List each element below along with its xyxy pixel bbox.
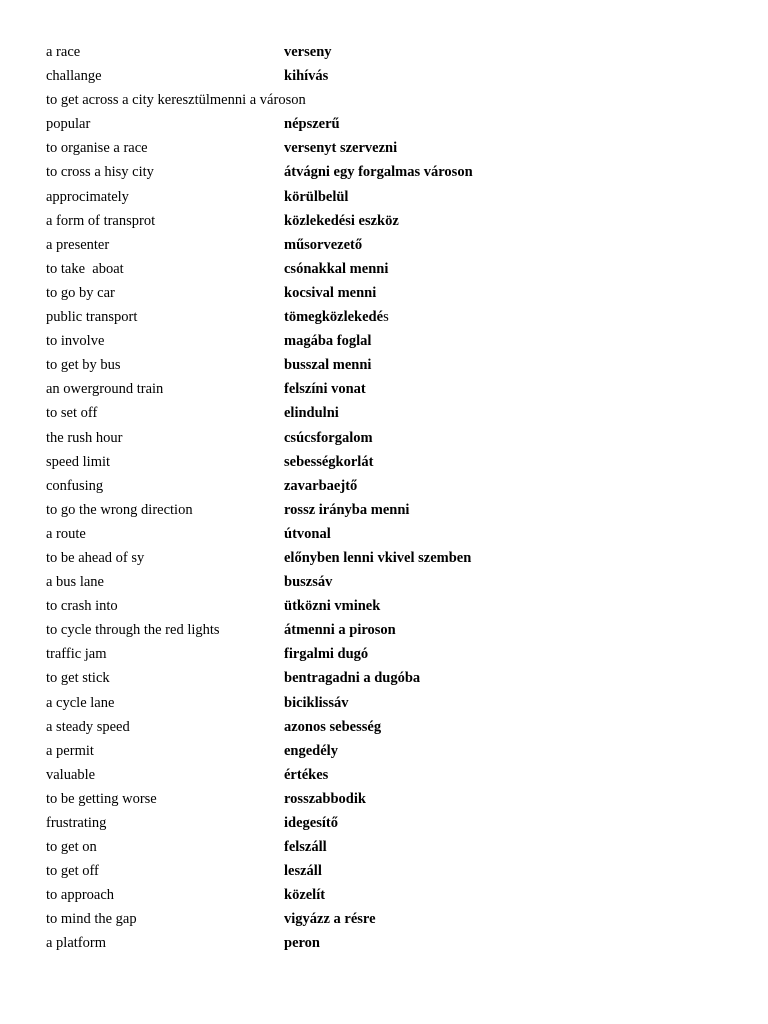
english-term: to cross a hisy city bbox=[46, 164, 154, 181]
hungarian-translation: útvonal bbox=[284, 525, 331, 542]
hungarian-translation: műsorvezető bbox=[284, 236, 363, 253]
hungarian-translation: idegesítő bbox=[284, 815, 338, 831]
vocab-row bbox=[46, 715, 726, 739]
hungarian-translation: magába foglal bbox=[284, 333, 372, 350]
vocab-row bbox=[46, 931, 726, 955]
english-term: to be ahead of sy bbox=[46, 549, 145, 566]
vocabulary-list bbox=[46, 40, 726, 956]
hungarian-translation: rosszabbodik bbox=[284, 790, 366, 807]
hungarian-translation: versenyt szervezni bbox=[284, 140, 398, 157]
english-term: to get stick bbox=[46, 670, 110, 687]
vocab-row bbox=[46, 859, 726, 883]
english-term: a form of transprot bbox=[46, 212, 156, 229]
hungarian-translation: átvágni egy forgalmas városon bbox=[284, 164, 473, 181]
hungarian-translation: kihívás bbox=[284, 68, 329, 85]
hungarian-translation: elindulni bbox=[284, 405, 339, 422]
hungarian-translation: átmenni a piroson bbox=[284, 622, 396, 639]
vocab-row bbox=[46, 763, 726, 787]
english-term: frustrating bbox=[46, 815, 107, 831]
hungarian-translation-tail: s bbox=[383, 309, 389, 326]
hungarian-translation: keresztülmenni a városon bbox=[157, 92, 306, 109]
hungarian-translation: peron bbox=[284, 935, 320, 952]
english-term: a steady speed bbox=[46, 718, 130, 735]
english-term: popular bbox=[46, 116, 91, 133]
vocab-row bbox=[46, 691, 726, 715]
vocab-row bbox=[46, 787, 726, 811]
english-term: to involve bbox=[46, 333, 105, 350]
english-term: a cycle lane bbox=[46, 694, 115, 711]
english-term: to crash into bbox=[46, 598, 118, 615]
english-term: confusing bbox=[46, 477, 104, 494]
vocab-row bbox=[46, 522, 726, 546]
english-term: to go by car bbox=[46, 284, 115, 301]
vocab-row bbox=[46, 426, 726, 450]
vocab-row bbox=[46, 666, 726, 690]
english-term: public transport bbox=[46, 309, 138, 326]
english-term: to cycle through the red lights bbox=[46, 622, 220, 639]
vocab-row bbox=[46, 594, 726, 618]
english-term: a bus lane bbox=[46, 574, 104, 591]
english-term: to get off bbox=[46, 863, 99, 880]
vocab-row bbox=[46, 40, 726, 64]
english-term: valuable bbox=[46, 766, 96, 783]
vocab-row bbox=[46, 450, 726, 474]
english-term: challange bbox=[46, 68, 102, 85]
english-term: a route bbox=[46, 525, 86, 542]
english-term: an owerground train bbox=[46, 381, 164, 398]
vocab-row bbox=[46, 185, 726, 209]
hungarian-translation: azonos sebesség bbox=[284, 718, 382, 735]
english-term: speed limit bbox=[46, 453, 111, 470]
vocab-row bbox=[46, 88, 726, 112]
hungarian-translation: zavarbaejtő bbox=[284, 477, 358, 494]
english-term: a race bbox=[46, 44, 81, 60]
vocab-row bbox=[46, 907, 726, 931]
english-term: to get across a city bbox=[46, 92, 154, 109]
hungarian-translation: biciklissáv bbox=[284, 694, 349, 711]
hungarian-translation: felszáll bbox=[284, 839, 327, 856]
hungarian-translation: sebességkorlát bbox=[284, 453, 374, 470]
vocab-row bbox=[46, 498, 726, 522]
english-term: traffic jam bbox=[46, 646, 107, 663]
hungarian-translation: firgalmi dugó bbox=[284, 646, 369, 663]
hungarian-translation: engedély bbox=[284, 742, 338, 759]
hungarian-translation: ütközni vminek bbox=[284, 598, 381, 615]
vocab-row bbox=[46, 377, 726, 401]
vocab-row bbox=[46, 64, 726, 88]
hungarian-translation: előnyben lenni vkivel szemben bbox=[284, 549, 472, 566]
english-term: to get by bus bbox=[46, 357, 121, 374]
hungarian-translation: népszerű bbox=[284, 116, 340, 133]
english-term: to set off bbox=[46, 405, 98, 422]
vocab-row bbox=[46, 305, 726, 329]
english-term: a permit bbox=[46, 742, 94, 759]
vocab-row bbox=[46, 546, 726, 570]
hungarian-translation: körülbelül bbox=[284, 188, 349, 205]
vocab-row bbox=[46, 160, 726, 184]
vocab-row bbox=[46, 474, 726, 498]
vocab-row bbox=[46, 811, 726, 835]
english-term: a presenter bbox=[46, 236, 110, 253]
vocab-row bbox=[46, 209, 726, 233]
vocab-row bbox=[46, 739, 726, 763]
vocab-row bbox=[46, 835, 726, 859]
english-term: to get on bbox=[46, 839, 97, 856]
hungarian-translation-bold: tömegközlekedé bbox=[284, 309, 384, 326]
vocab-row bbox=[46, 353, 726, 377]
vocab-row bbox=[46, 401, 726, 425]
english-term: a platform bbox=[46, 935, 106, 952]
english-term: to mind the gap bbox=[46, 911, 137, 928]
vocab-row bbox=[46, 570, 726, 594]
hungarian-translation: közelít bbox=[284, 887, 326, 904]
hungarian-translation bbox=[284, 305, 389, 329]
hungarian-translation: busszal menni bbox=[284, 357, 372, 374]
vocab-row bbox=[46, 618, 726, 642]
english-term: to go the wrong direction bbox=[46, 501, 193, 518]
vocab-row bbox=[46, 329, 726, 353]
english-term: to organise a race bbox=[46, 140, 148, 157]
hungarian-translation: rossz irányba menni bbox=[284, 501, 410, 518]
vocab-row bbox=[46, 136, 726, 160]
vocab-row bbox=[46, 281, 726, 305]
vocab-row bbox=[46, 642, 726, 666]
hungarian-translation: buszsáv bbox=[284, 574, 333, 591]
hungarian-translation: leszáll bbox=[284, 863, 322, 880]
english-term: to take aboat bbox=[46, 260, 124, 277]
hungarian-translation: csúcsforgalom bbox=[284, 429, 373, 446]
english-term: the rush hour bbox=[46, 429, 123, 446]
english-term: approcimately bbox=[46, 188, 129, 205]
english-term: to approach bbox=[46, 887, 115, 904]
vocab-row bbox=[46, 233, 726, 257]
vocab-row bbox=[46, 257, 726, 281]
hungarian-translation: felszíni vonat bbox=[284, 381, 366, 398]
vocab-row bbox=[46, 883, 726, 907]
english-term: to be getting worse bbox=[46, 790, 157, 807]
hungarian-translation: bentragadni a dugóba bbox=[284, 670, 421, 687]
hungarian-translation: közlekedési eszköz bbox=[284, 212, 399, 229]
hungarian-translation: csónakkal menni bbox=[284, 260, 389, 277]
vocab-row bbox=[46, 112, 726, 136]
hungarian-translation: vigyázz a résre bbox=[284, 911, 376, 928]
hungarian-translation: kocsival menni bbox=[284, 284, 377, 301]
hungarian-translation: értékes bbox=[284, 766, 329, 783]
hungarian-translation: verseny bbox=[284, 44, 332, 60]
